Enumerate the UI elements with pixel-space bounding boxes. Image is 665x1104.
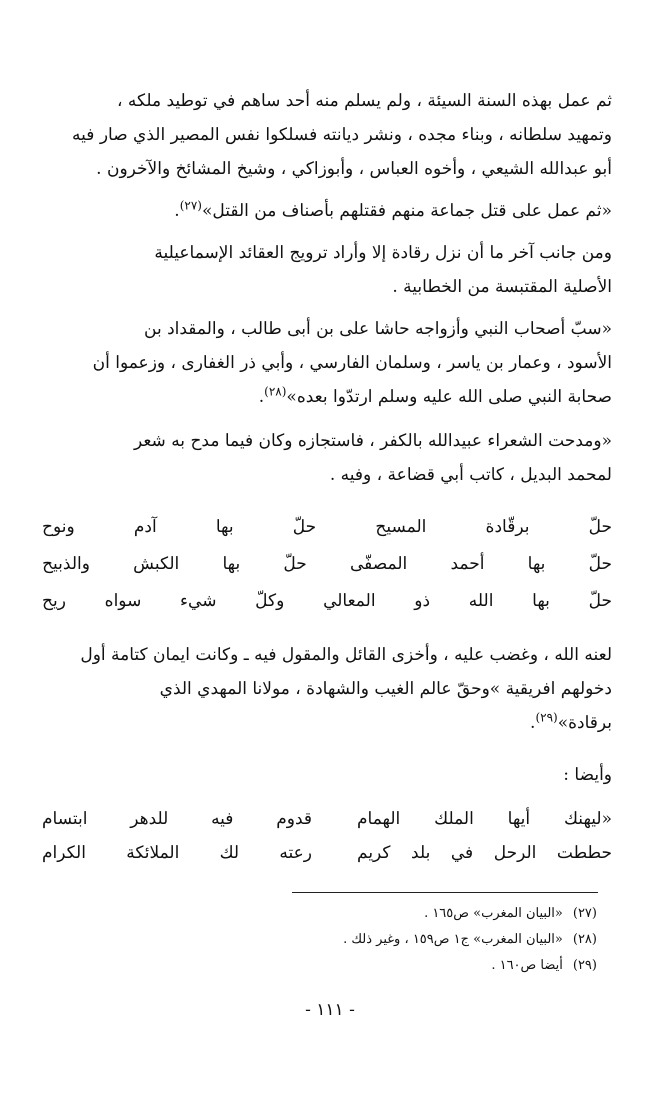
verse-word: بها <box>222 554 241 574</box>
quote-text: «ثم عمل على قتل جماعة منهم فقتلهم بأصناف من القتل» <box>201 201 612 221</box>
verse-line-3 <box>42 586 612 616</box>
text-line: ثم عمل بهذه السنة السيئة ، ولم يسلم منه أحد ساهم في توطيد ملكه ، <box>116 91 612 111</box>
verse-word: حلّ <box>292 517 317 537</box>
verse-word: ذو <box>414 591 431 611</box>
verse-word: الكبش <box>133 554 180 574</box>
footnote-text: «البيان المغرب» ص١٦٥ . <box>424 906 563 921</box>
footnote-number: (٢٧) <box>572 906 597 921</box>
punct: . <box>174 201 180 221</box>
verse-word: آدم <box>133 517 157 537</box>
footnote-text: «البيان المغرب» ج١ ص١٥٩ ، وغير ذلك . <box>343 932 563 947</box>
quote-text: صحابة النبي صلى الله عليه وسلم ارتدّوا بعده» <box>286 387 612 407</box>
verse-word: حلّ <box>588 554 612 574</box>
verse-word: ونوح <box>42 517 75 537</box>
footnote-ref-27: (٢٧) <box>179 198 202 213</box>
verse-word: شيء <box>180 591 217 611</box>
text-line: «ومدحت الشعراء عبيدالله بالكفر ، فاستجازه وكان فيما مدح به شعر <box>133 431 612 451</box>
paragraph-4 <box>42 312 612 414</box>
footnote-number: (٢٩) <box>572 958 597 973</box>
paragraph-5 <box>42 424 612 492</box>
hemistich-first: «ليهنك أيها الملك الهمام <box>357 809 612 829</box>
verse-line-1 <box>42 512 612 542</box>
paragraph-6 <box>42 638 612 740</box>
text-line: الأصلية المقتبسة من الخطابية . <box>392 277 612 297</box>
text-line <box>42 194 612 228</box>
page-number: - ١١١ - <box>305 1000 355 1020</box>
paragraph-1 <box>42 84 612 186</box>
hemistich-second: رعته لك الملائكة الكرام <box>42 843 312 863</box>
verse-word: بها <box>215 517 234 537</box>
verse-word: حلّ <box>588 591 612 611</box>
verse-word: المسيح <box>375 517 427 537</box>
footnote-29 <box>491 954 597 978</box>
text-line: لعنه الله ، وغضب عليه ، وأخزى القائل والمقول فيه ـ وكانت ايمان كتامة أول <box>80 645 612 665</box>
hemistich-first: حططت الرحل في بلد كريم <box>357 843 612 863</box>
footnote-divider <box>292 892 598 893</box>
punct: . <box>530 713 536 733</box>
verse-word: حلّ <box>588 517 612 537</box>
text-line: لمحمد البديل ، كاتب أبي قضاعة ، وفيه . <box>329 465 612 485</box>
text-line: الأسود ، وعمار بن ياسر ، وسلمان الفارسي ، وأبي ذر الغفارى ، وزعموا أن <box>92 353 612 373</box>
hemistich-second: قدوم فيه للدهر ابتسام <box>42 809 312 829</box>
verse-word: المصفّى <box>350 554 408 574</box>
text-line <box>42 706 612 740</box>
couplet-1 <box>42 804 612 834</box>
text-line: «سبّ أصحاب النبي وأزواجه حاشا على بن أبى طالب ، والمقداد بن <box>144 319 612 339</box>
verse-word: أحمد <box>450 554 485 574</box>
footnote-ref-29: (٢٩) <box>535 710 558 725</box>
quote-text: برقادة» <box>557 713 612 733</box>
text-line: دخولهم افريقية »وحقّ عالم الغيب والشهادة ، مولانا المهدي الذي <box>159 679 612 699</box>
text-line: أبو عبدالله الشيعي ، وأخوه العباس ، وأبوزاكي ، وشيخ المشائخ والآخرون . <box>96 159 612 179</box>
punct: . <box>258 387 265 407</box>
footnote-28 <box>343 928 597 952</box>
verse-word: ريح <box>42 591 66 611</box>
verse-word: برقّادة <box>485 517 530 537</box>
verse-word: والذبيح <box>42 554 90 574</box>
verse-line-2 <box>42 549 612 579</box>
verse-word: المعالي <box>323 591 376 611</box>
text-line <box>42 380 612 414</box>
paragraph-3 <box>42 236 612 304</box>
footnote-number: (٢٨) <box>572 932 597 947</box>
text-line: وأيضا : <box>563 765 612 785</box>
verse-word: الله <box>468 591 494 611</box>
text-line: ومن جانب آخر ما أن نزل رقادة إلا وأراد ترويج العقائد الإسماعيلية <box>154 243 612 263</box>
verse-word: سواه <box>104 591 142 611</box>
paragraph-2 <box>42 194 612 228</box>
footnote-text: أيضا ص١٦٠ . <box>491 958 563 973</box>
verse-word: حلّ <box>283 554 307 574</box>
verse-word: بها <box>527 554 546 574</box>
footnote-ref-28: (٢٨) <box>264 384 287 399</box>
text-line: وتمهيد سلطانه ، وبناء مجده ، ونشر ديانته فسلكوا نفس المصير الذي صار فيه <box>72 125 612 145</box>
verse-word: بها <box>532 591 550 611</box>
verse-word: وكلّ <box>255 591 285 611</box>
footnote-27 <box>424 902 597 926</box>
couplet-2 <box>42 838 612 868</box>
paragraph-7 <box>42 758 612 792</box>
